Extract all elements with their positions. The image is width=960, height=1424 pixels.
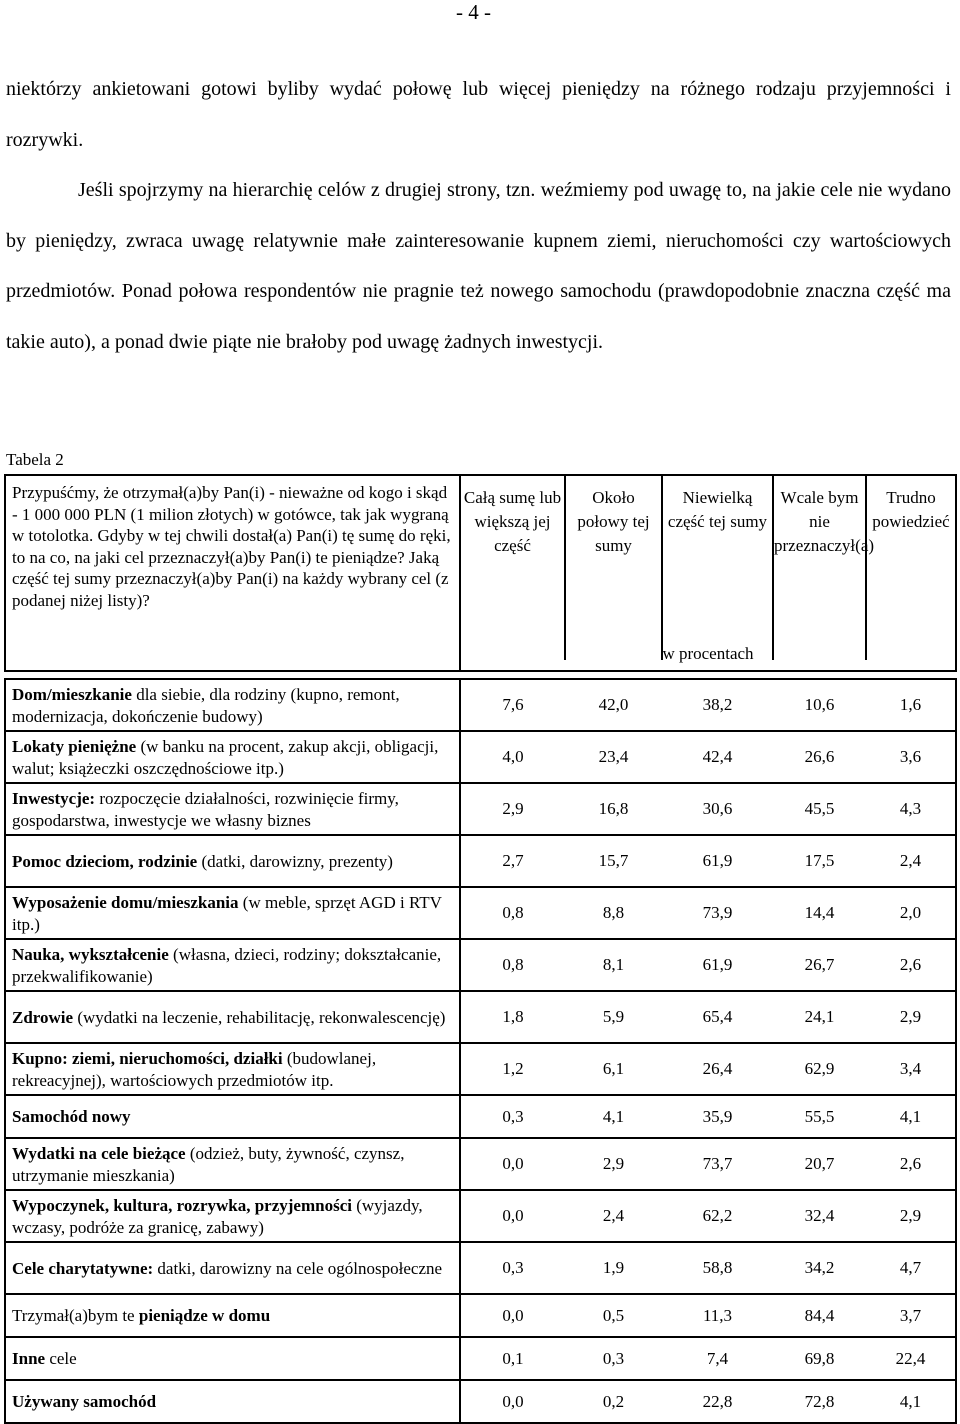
value-cell: 7,6 [460, 679, 565, 731]
column-header: Trudno powiedzieć [866, 475, 956, 660]
category-cell [5, 1138, 460, 1190]
value-cell: 0,8 [460, 939, 565, 991]
value-cell: 2,9 [866, 991, 956, 1043]
value-cell: 4,3 [866, 783, 956, 835]
value-cell: 65,4 [662, 991, 773, 1043]
value-cell: 26,7 [773, 939, 866, 991]
category-description: (wyjazdy, wczasy, podróże za granicę, zabawy) [12, 1195, 423, 1237]
value-cell: 6,1 [565, 1043, 662, 1095]
value-cell: 2,0 [866, 887, 956, 939]
category-name: Wyposażenie domu/mieszkania [12, 892, 239, 912]
category-description: (w meble, sprzęt AGD i RTV itp.) [12, 892, 442, 934]
category-cell [5, 1242, 460, 1294]
category-name: Inne [12, 1349, 46, 1368]
table-row [5, 1095, 956, 1138]
value-cell: 0,1 [460, 1337, 565, 1380]
value-cell: 2,4 [866, 835, 956, 887]
column-header: Około połowy tej sumy [565, 475, 662, 660]
category-cell [5, 783, 460, 835]
value-cell: 42,0 [565, 679, 662, 731]
value-cell: 55,5 [773, 1095, 866, 1138]
value-cell: 3,6 [866, 731, 956, 783]
paragraph: Jeśli spojrzymy na hierarchię celów z drugiej strony, tzn. weźmiemy pod uwagę to, na jakie cele nie wydano by pieniędzy, zwraca uwagę relatywnie małe zainteresowanie kupnem ziemi, nieruchomości czy wartościowych przedmiotów. Ponad połowa respondentów nie pragnie też nowego samochodu (prawdopodobnie znaczna część ma takie auto), a ponad dwie piąte nie brałoby pod uwagę żadnych inwestycji. [6, 179, 951, 353]
category-name: Zdrowie [12, 1007, 74, 1027]
value-cell: 8,8 [565, 887, 662, 939]
category-description: rozpoczęcie działalności, rozwinięcie firmy, gospodarstwa, inwestycje we własny biznes [12, 788, 399, 830]
category-name: Wypoczynek, kultura, rozrywka, przyjemności [12, 1195, 352, 1215]
value-cell: 34,2 [773, 1242, 866, 1294]
value-cell: 2,6 [866, 1138, 956, 1190]
value-cell: 84,4 [773, 1294, 866, 1337]
value-cell: 42,4 [662, 731, 773, 783]
value-cell: 30,6 [662, 783, 773, 835]
body-text [6, 64, 951, 367]
category-cell [5, 1380, 460, 1423]
value-cell: 2,4 [565, 1190, 662, 1242]
value-cell: 1,9 [565, 1242, 662, 1294]
value-cell: 26,4 [662, 1043, 773, 1095]
paragraph: niektórzy ankietowani gotowi byliby wydać połowę lub więcej pieniędzy na różnego rodzaju przyjemności i rozrywki. [6, 78, 951, 151]
value-cell: 10,6 [773, 679, 866, 731]
table-caption: Tabela 2 [6, 450, 64, 469]
category-description: cele [45, 1349, 77, 1368]
value-cell: 58,8 [662, 1242, 773, 1294]
category-name: Inwestycje: [12, 788, 96, 808]
category-cell [5, 1294, 460, 1337]
category-name: Samochód nowy [12, 1107, 131, 1126]
value-cell: 24,1 [773, 991, 866, 1043]
category-cell [5, 1095, 460, 1138]
category-name: Cele charytatywne: [12, 1258, 154, 1278]
value-cell: 45,5 [773, 783, 866, 835]
category-cell [5, 835, 460, 887]
value-cell: 35,9 [662, 1095, 773, 1138]
category-cell [5, 887, 460, 939]
value-cell: 2,7 [460, 835, 565, 887]
value-cell: 0,0 [460, 1294, 565, 1337]
value-cell: 3,4 [866, 1043, 956, 1095]
column-header: Wcale bym nie przeznaczył(a) [773, 475, 866, 660]
category-description: dla siebie, dla rodziny (kupno, remont, modernizacja, dokończenie budowy) [12, 684, 400, 726]
table-row [5, 1294, 956, 1337]
category-name: Wydatki na cele bieżące [12, 1143, 186, 1163]
value-cell: 38,2 [662, 679, 773, 731]
value-cell: 32,4 [773, 1190, 866, 1242]
category-description: (własna, dzieci, rodziny; dokształcanie, przekwalifikowanie) [12, 944, 442, 986]
value-cell: 2,9 [866, 1190, 956, 1242]
value-cell: 23,4 [565, 731, 662, 783]
value-cell: 1,2 [460, 1043, 565, 1095]
table-row [5, 1190, 956, 1242]
category-description: (odzież, buty, żywność, czynsz, utrzymanie mieszkania) [12, 1143, 405, 1185]
table-row [5, 1043, 956, 1095]
category-name: Dom/mieszkanie [12, 684, 132, 704]
unit-label: w procentach [662, 644, 754, 663]
table-row [5, 939, 956, 991]
value-cell: 7,4 [662, 1337, 773, 1380]
table-row [5, 1138, 956, 1190]
value-cell: 0,3 [460, 1095, 565, 1138]
value-cell: 20,7 [773, 1138, 866, 1190]
value-cell: 11,3 [662, 1294, 773, 1337]
category-description: (budowlanej, rekreacyjnej), wartościowych przedmiotów itp. [12, 1048, 377, 1090]
column-header: Całą sumę lub większą jej część [460, 475, 565, 660]
table-row [5, 783, 956, 835]
value-cell: 2,6 [866, 939, 956, 991]
survey-table [4, 474, 957, 1424]
question-cell: Przypuśćmy, że otrzymał(a)by Pan(i) - nieważne od kogo i skąd - 1 000 000 PLN (1 milion złotych) w gotówce, tak jak wygraną w totolotka. Gdyby w tej chwili dostał(a) Pan(i) tę sumę do ręki, to na co, na jaki cel przeznaczył(a)by Pan(i) te pieniądze? Jaką część tej sumy przeznaczył(a)by Pan(i) na każdy wybrany cel (z podanej niżej listy)? [5, 475, 460, 671]
table-row [5, 1242, 956, 1294]
category-name: pieniądze w domu [138, 1306, 271, 1325]
value-cell: 26,6 [773, 731, 866, 783]
value-cell: 5,9 [565, 991, 662, 1043]
value-cell: 17,5 [773, 835, 866, 887]
table-row [5, 731, 956, 783]
value-cell: 0,0 [460, 1138, 565, 1190]
value-cell: 15,7 [565, 835, 662, 887]
header-gap [5, 671, 956, 679]
value-cell: 61,9 [662, 939, 773, 991]
category-name: Kupno: ziemi, nieruchomości, działki [12, 1048, 283, 1068]
value-cell: 69,8 [773, 1337, 866, 1380]
category-cell [5, 1190, 460, 1242]
unit-header [460, 644, 956, 671]
value-cell: 4,1 [866, 1380, 956, 1423]
value-cell: 3,7 [866, 1294, 956, 1337]
category-prefix: Trzymał(a)bym te [12, 1306, 139, 1325]
category-name: Używany samochód [12, 1392, 157, 1411]
category-name: Nauka, wykształcenie [12, 944, 169, 964]
table-row [5, 991, 956, 1043]
value-cell: 4,7 [866, 1242, 956, 1294]
category-name: Lokaty pieniężne [12, 736, 137, 756]
table-row [5, 1337, 956, 1380]
table-body [5, 679, 956, 1423]
category-description: (datki, darowizny, prezenty) [197, 851, 393, 871]
value-cell: 62,9 [773, 1043, 866, 1095]
table-row [5, 1380, 956, 1423]
table-row [5, 835, 956, 887]
category-cell [5, 731, 460, 783]
page-number: - 4 - [456, 0, 491, 24]
value-cell: 0,5 [565, 1294, 662, 1337]
category-description: (wydatki na leczenie, rehabilitację, rekonwalescencję) [73, 1007, 446, 1027]
value-cell: 0,0 [460, 1190, 565, 1242]
category-description: (w banku na procent, zakup akcji, obligacji, walut; książeczki oszczędnościowe itp.) [12, 736, 439, 778]
value-cell: 1,6 [866, 679, 956, 731]
category-cell [5, 1043, 460, 1095]
table-row [5, 679, 956, 731]
value-cell: 61,9 [662, 835, 773, 887]
category-cell [5, 1337, 460, 1380]
value-cell: 8,1 [565, 939, 662, 991]
value-cell: 22,4 [866, 1337, 956, 1380]
value-cell: 0,3 [460, 1242, 565, 1294]
value-cell: 0,3 [565, 1337, 662, 1380]
column-header: Niewielką część tej sumy [662, 475, 773, 660]
category-cell [5, 939, 460, 991]
value-cell: 4,1 [565, 1095, 662, 1138]
value-cell: 2,9 [565, 1138, 662, 1190]
category-description: datki, darowizny na cele ogólnospołeczne [153, 1258, 443, 1278]
value-cell: 2,9 [460, 783, 565, 835]
value-cell: 4,0 [460, 731, 565, 783]
table-row [5, 887, 956, 939]
value-cell: 4,1 [866, 1095, 956, 1138]
value-cell: 1,8 [460, 991, 565, 1043]
value-cell: 0,2 [565, 1380, 662, 1423]
value-cell: 14,4 [773, 887, 866, 939]
value-cell: 72,8 [773, 1380, 866, 1423]
value-cell: 73,7 [662, 1138, 773, 1190]
value-cell: 0,8 [460, 887, 565, 939]
value-cell: 22,8 [662, 1380, 773, 1423]
value-cell: 16,8 [565, 783, 662, 835]
category-cell [5, 991, 460, 1043]
category-name: Pomoc dzieciom, rodzinie [12, 851, 198, 871]
value-cell: 0,0 [460, 1380, 565, 1423]
value-cell: 73,9 [662, 887, 773, 939]
category-cell [5, 679, 460, 731]
value-cell: 62,2 [662, 1190, 773, 1242]
